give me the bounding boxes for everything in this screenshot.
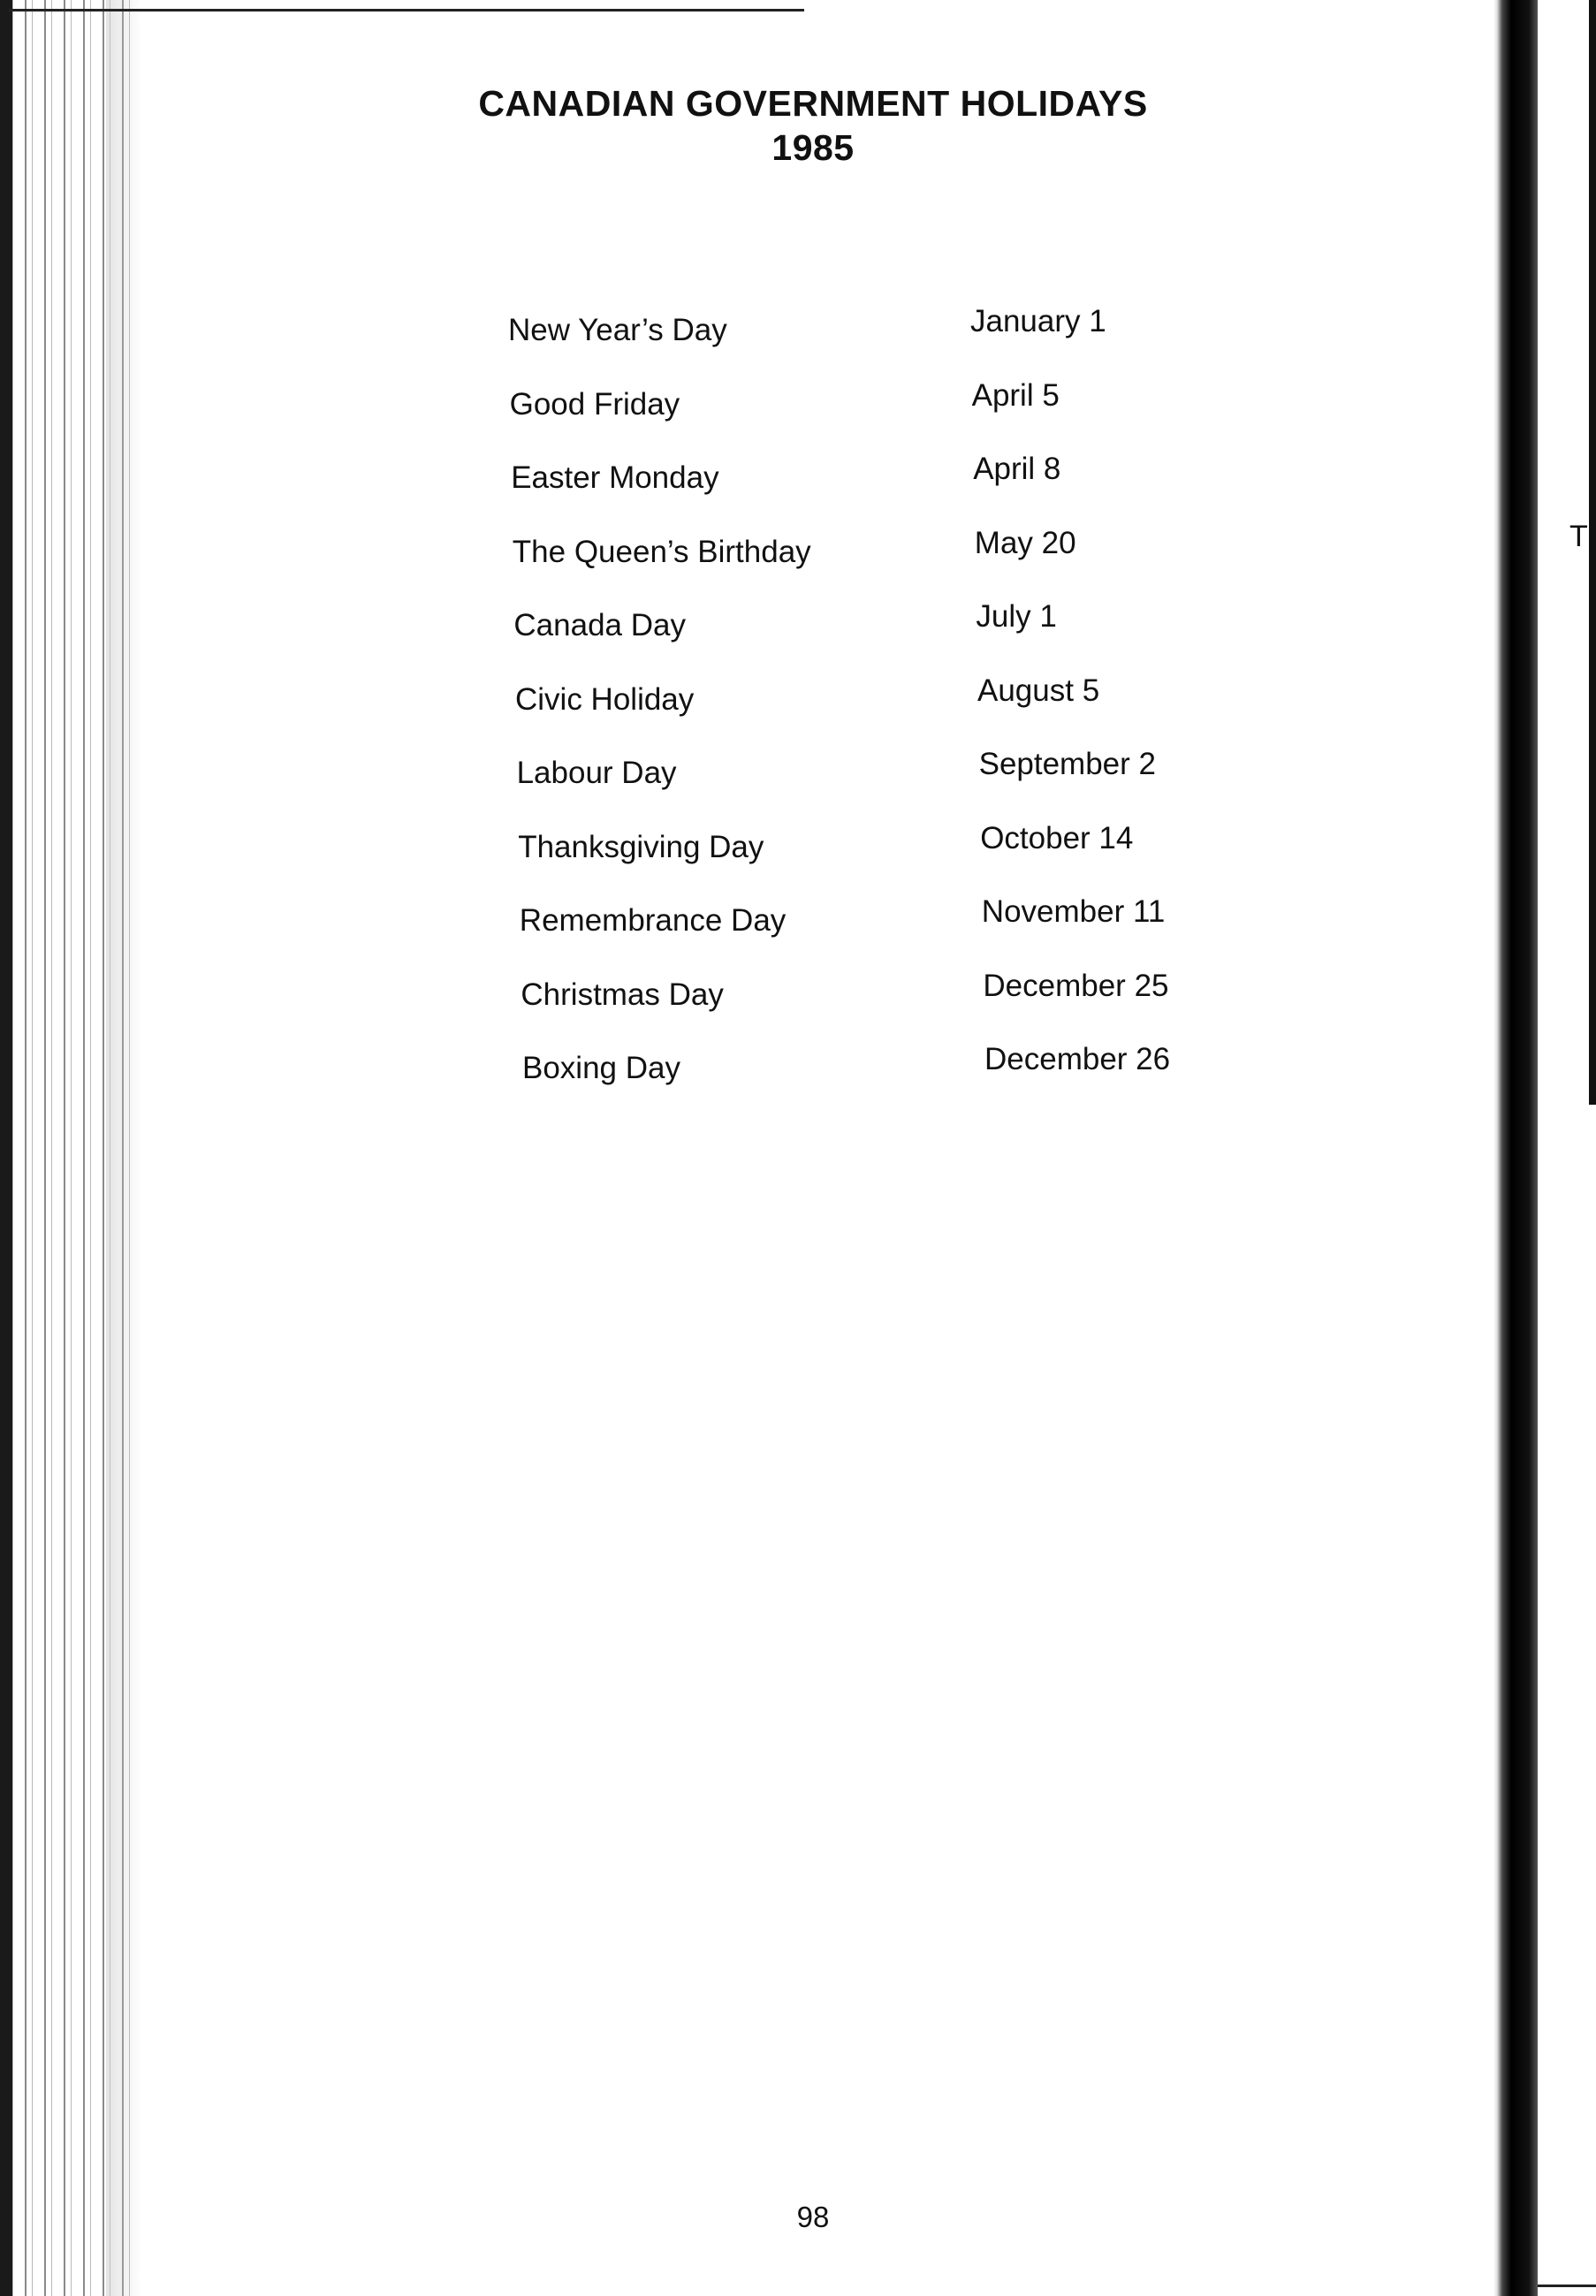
holiday-date: September 2 <box>978 747 1156 781</box>
holiday-name: New Year’s Day <box>508 313 727 347</box>
holiday-row <box>141 670 1485 744</box>
holiday-row <box>141 817 1485 892</box>
holiday-name: Remembrance Day <box>519 903 787 938</box>
holiday-date: July 1 <box>976 599 1057 634</box>
holiday-row <box>141 448 1485 522</box>
holiday-date: May 20 <box>974 525 1076 560</box>
holiday-date: August 5 <box>977 673 1100 708</box>
holiday-date: January 1 <box>970 304 1106 338</box>
holiday-name: Labour Day <box>516 756 677 790</box>
holiday-name: Boxing Day <box>522 1051 680 1085</box>
document-page <box>141 0 1485 2296</box>
title-line-1: CANADIAN GOVERNMENT HOLIDAYS <box>478 83 1148 124</box>
holiday-date: April 8 <box>973 452 1061 486</box>
holiday-date: October 14 <box>980 820 1134 855</box>
page-title <box>141 81 1485 170</box>
holiday-row <box>141 743 1485 817</box>
holiday-name: Civic Holiday <box>515 681 695 717</box>
holiday-name: Thanksgiving Day <box>518 829 764 864</box>
holiday-name: Canada Day <box>513 608 686 642</box>
holiday-list <box>141 300 1485 1113</box>
holiday-name: Christmas Day <box>521 977 724 1012</box>
holiday-name: Easter Monday <box>511 460 719 495</box>
holiday-row <box>141 596 1485 670</box>
holiday-name: The Queen’s Birthday <box>512 534 811 569</box>
adjacent-page-fragment: Tl <box>1569 520 1595 553</box>
holiday-date: April 5 <box>971 377 1060 413</box>
holiday-row <box>141 300 1485 375</box>
holiday-row <box>141 965 1485 1039</box>
right-binding-gutter <box>1493 0 1538 2296</box>
page-number: 98 <box>796 2201 830 2233</box>
holiday-name: Good Friday <box>509 386 680 422</box>
holiday-row <box>141 375 1485 449</box>
left-gutter-shadow <box>106 0 141 2296</box>
holiday-date: November 11 <box>981 894 1166 929</box>
holiday-date: December 25 <box>983 968 1169 1003</box>
holiday-row <box>141 1038 1485 1113</box>
left-page-edge <box>0 0 12 2296</box>
holiday-row <box>141 522 1485 597</box>
title-line-2: 1985 <box>771 127 855 168</box>
bottom-edge-line <box>1538 2285 1596 2287</box>
holiday-row <box>141 891 1485 965</box>
holiday-date: December 26 <box>984 1042 1171 1076</box>
